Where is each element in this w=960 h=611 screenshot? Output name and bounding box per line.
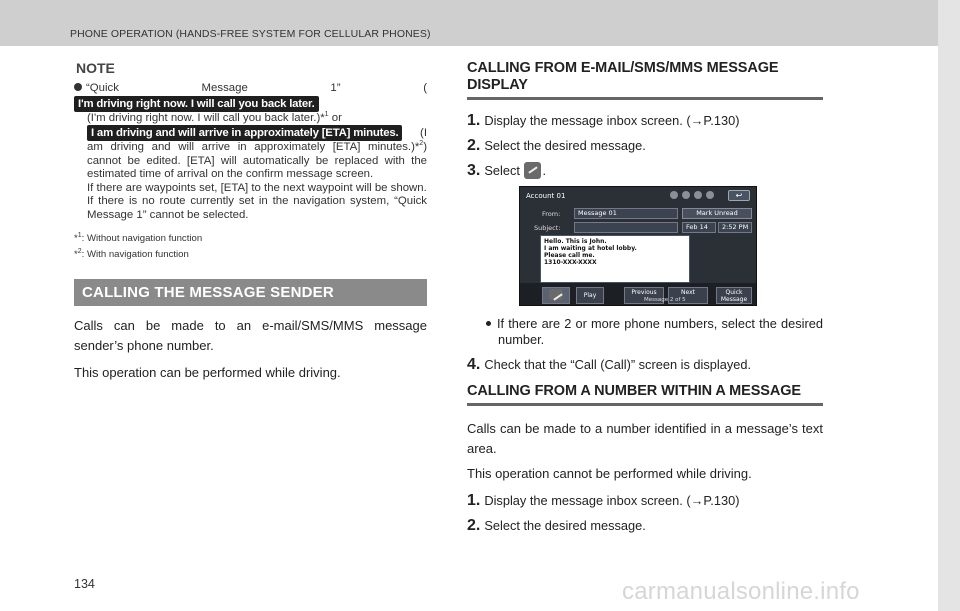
screen-mark-unread-button[interactable]: Mark Unread <box>682 208 752 219</box>
note-text-2a: (I'm driving right now. I will call you back later.)* <box>87 111 325 124</box>
step-text: Select <box>484 163 520 178</box>
sender-para-1: Calls can be made to an e-mail/SMS/MMS message sender’s phone number. <box>74 318 427 353</box>
step-suffix: . <box>542 163 547 178</box>
bullet-text: If there are 2 or more phone numbers, select the desired number. <box>497 316 823 347</box>
screen-subject-field <box>574 222 678 233</box>
footnote-ref-1: 1 <box>324 110 329 118</box>
step-3 <box>467 162 823 180</box>
quick-message-pill-2: I am driving and will arrive in approximately [ETA] minutes. <box>87 125 402 141</box>
note-title: NOTE <box>76 60 115 76</box>
step-number: 2. <box>467 516 481 534</box>
step-1b <box>467 492 823 510</box>
footnote-2 <box>74 247 427 263</box>
note-line-3 <box>74 125 427 182</box>
footnote-text: : With navigation function <box>81 249 189 260</box>
watermark: carmanualsonline.info <box>622 578 860 605</box>
number-para-1: Calls can be made to a number identified in a message’s text area. <box>467 421 823 456</box>
bullet-multiple-numbers <box>467 316 823 348</box>
note-line-1 <box>74 82 427 112</box>
footnotes <box>74 231 427 263</box>
note-text-3a: (I am driving and will arrive in approximately [ETA] minutes.)* <box>87 127 427 153</box>
screen-from-field: Message 01 <box>574 208 678 219</box>
status-icon <box>694 191 702 199</box>
page-edge-strip <box>938 0 960 611</box>
screen-quick-message-button[interactable]: Quick Message <box>716 287 752 304</box>
step-number: 2. <box>467 137 481 154</box>
step-text: Select the desired message. <box>484 138 646 153</box>
footnote-sup: 1 <box>77 231 82 239</box>
footnote-mark: * <box>74 249 78 260</box>
step-number: 4. <box>467 356 481 373</box>
status-icon <box>682 191 690 199</box>
step-2b <box>467 517 823 535</box>
bullet-icon <box>486 321 491 326</box>
screen-pager: Message 2 of 5 <box>644 297 686 303</box>
footnote-mark: * <box>74 233 78 244</box>
step-text: Check that the “Call (Call)” screen is displayed. <box>484 357 752 372</box>
note-line-5: If there is no route currently set in the navigation system, “Quick Message 1” cannot be selected. <box>87 195 427 221</box>
step-number: 3. <box>467 162 481 179</box>
note-text-2b: or <box>328 111 342 124</box>
step-2 <box>467 137 823 155</box>
screen-back-button[interactable]: ↩ <box>728 190 750 201</box>
number-para-2: This operation cannot be performed while driving. <box>467 466 752 481</box>
quick-message-label: “Quick Message 1” ( <box>86 82 427 94</box>
call-number-icon <box>524 162 541 179</box>
screen-status-icons <box>670 191 714 199</box>
step-number: 1. <box>467 491 481 509</box>
note-line-4: If there are waypoints set, [ETA] to the next waypoint will be shown. <box>87 181 427 194</box>
status-icon <box>706 191 714 199</box>
screen-account: Account 01 <box>526 192 566 200</box>
screen-time: 2:52 PM <box>718 222 752 233</box>
bullet-icon <box>74 83 82 91</box>
step-number: 1. <box>467 112 481 129</box>
message-screen-image <box>519 186 757 306</box>
step-4 <box>467 356 823 374</box>
section-title-number-in-message: CALLING FROM A NUMBER WITHIN A MESSAGE <box>467 383 823 406</box>
section-title-email-display: CALLING FROM E-MAIL/SMS/MMS MESSAGE DISPLAY <box>467 60 823 100</box>
step-text: Display the message inbox screen. (→P.130) <box>484 492 740 508</box>
screen-date: Feb 14 <box>682 222 716 233</box>
quick-message-pill-1: I'm driving right now. I will call you back later. <box>74 96 319 112</box>
screen-play-button[interactable]: Play <box>576 287 604 304</box>
footnote-text: : Without navigation function <box>81 233 203 244</box>
footnote-1 <box>74 231 427 247</box>
right-column <box>467 60 823 535</box>
screen-subject-label: Subject: <box>534 224 561 232</box>
note-line-2 <box>74 112 427 126</box>
sender-para-2: This operation can be performed while driving. <box>74 365 341 380</box>
left-column <box>74 60 427 383</box>
footnote-ref-2: 2 <box>419 140 424 148</box>
page-header-bar <box>0 0 938 46</box>
step-text: Select the desired message. <box>484 517 646 533</box>
note-text-3b: ) cannot be edited. [ETA] will automatically be replaced with the estimated time of arrival on the confirm message screen. <box>87 141 427 180</box>
message-line: Hello. This is John. I am waiting at hotel lobby. Please call me. 1310-XXX-XXXX <box>544 238 637 266</box>
screen-message-text <box>540 235 690 283</box>
footnote-sup: 2 <box>77 247 82 255</box>
page-number: 134 <box>74 577 95 591</box>
status-icon <box>670 191 678 199</box>
page-header-title: PHONE OPERATION (HANDS-FREE SYSTEM FOR CELLULAR PHONES) <box>70 28 431 40</box>
section-title-calling-sender: CALLING THE MESSAGE SENDER <box>74 279 427 306</box>
call-number-icon <box>549 289 563 300</box>
step-text: Display the message inbox screen. (→P.130) <box>484 113 740 128</box>
note-body <box>74 82 427 222</box>
screen-from-label: From: <box>542 210 561 218</box>
step-1 <box>467 112 823 130</box>
screen-call-button[interactable] <box>542 287 570 304</box>
screen-previous-button[interactable]: Previous <box>624 287 664 304</box>
screen-next-button[interactable]: Next <box>668 287 708 304</box>
